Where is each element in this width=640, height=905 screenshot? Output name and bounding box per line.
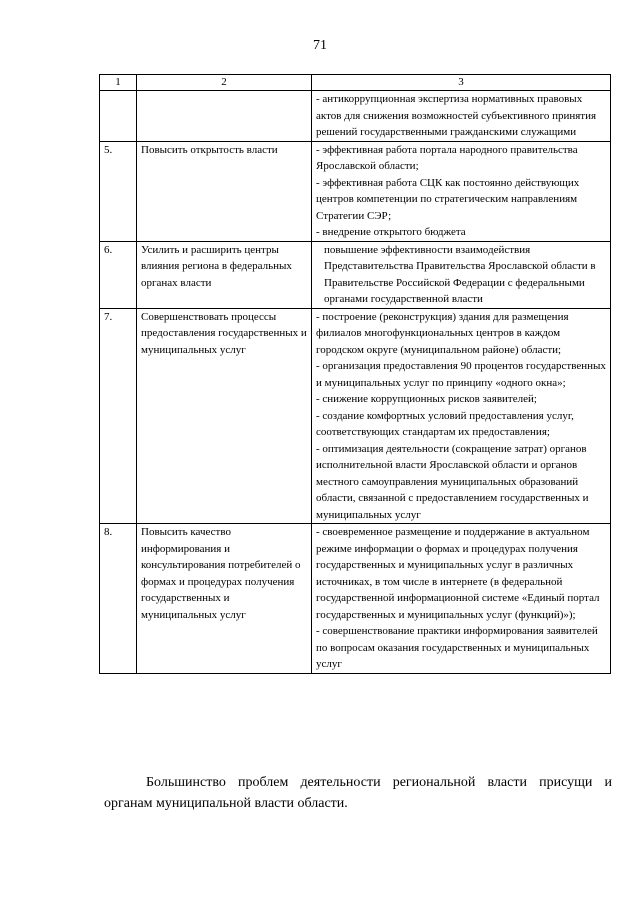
header-col-3: 3 bbox=[312, 75, 611, 91]
row-number: 5. bbox=[100, 141, 137, 241]
measure-item: - снижение коррупционных рисков заявителей; bbox=[316, 393, 537, 405]
row-number: 7. bbox=[100, 308, 137, 524]
header-col-1: 1 bbox=[100, 75, 137, 91]
measure-item: - построение (реконструкция) здания для размещения филиалов многофункциональных центров в каждом городском округе (муниципальном районе) области; bbox=[316, 310, 569, 356]
row-number: 8. bbox=[100, 524, 137, 674]
table-row bbox=[100, 241, 611, 308]
measure-item: - антикоррупционная экспертиза нормативных правовых актов для снижения возможностей субъективного принятия решений государственными гражданскими служащими bbox=[316, 93, 597, 138]
measures-table bbox=[99, 74, 611, 674]
table-header-row bbox=[100, 75, 611, 91]
row-goal: Совершенствовать процессы предоставления государственных и муниципальных услуг bbox=[137, 308, 312, 524]
table-row bbox=[100, 91, 611, 142]
table-row bbox=[100, 524, 611, 674]
row-measures bbox=[312, 308, 611, 524]
table-row bbox=[100, 141, 611, 241]
measure-item: - создание комфортных условий предоставления услуг, соответствующих стандартам их предоставления; bbox=[316, 409, 574, 438]
measure-item: - эффективная работа портала народного правительства Ярославской области; bbox=[316, 143, 578, 172]
row-measures bbox=[312, 141, 611, 241]
row-measures bbox=[312, 91, 611, 142]
row-goal: Повысить открытость власти bbox=[137, 141, 312, 241]
page-number: 71 bbox=[313, 38, 327, 53]
header-col-2: 2 bbox=[137, 75, 312, 91]
row-goal bbox=[137, 91, 312, 142]
measure-item: - оптимизация деятельности (сокращение затрат) органов исполнительной власти Ярославской области и органов местного самоуправления муниципальных образований области, связанной с предоставлением государственных и муниципальных услуг bbox=[316, 442, 589, 521]
measure-item: - внедрение открытого бюджета bbox=[316, 226, 466, 238]
measure-item: - эффективная работа СЦК как постоянно действующих центров компетенции по стратегическим направлениям Стратегии СЭР; bbox=[316, 176, 580, 222]
measure-item: повышение эффективности взаимодействия Представительства Правительства Ярославской области в Правительстве Российской Федерации с федеральными органами государственной власти bbox=[324, 243, 596, 305]
row-number: 6. bbox=[100, 241, 137, 308]
measure-item: - организация предоставления 90 процентов государственных и муниципальных услуг по принципу «одного окна»; bbox=[316, 360, 606, 389]
row-number bbox=[100, 91, 137, 142]
table-row bbox=[100, 308, 611, 524]
measure-item: - своевременное размещение и поддержание в актуальном режиме информации о формах и процедурах получения государственных и муниципальных услуг в различных источниках, в том числе в интернете (в федеральной государственной информационной системе «Единый портал государственных и муниципальных услуг (функций)»); bbox=[316, 526, 600, 621]
closing-paragraph: Большинство проблем деятельности региональной власти присущи и органам муниципальной власти области. bbox=[104, 775, 612, 811]
measure-item: - совершенствование практики информирования заявителей по вопросам оказания государственных и муниципальных услуг bbox=[316, 625, 598, 670]
row-goal: Усилить и расширить центры влияния региона в федеральных органах власти bbox=[137, 241, 312, 308]
row-measures bbox=[312, 241, 611, 308]
row-goal: Повысить качество информирования и консультирования потребителей о формах и процедурах получения государственных и муниципальных услуг bbox=[137, 524, 312, 674]
row-measures bbox=[312, 524, 611, 674]
